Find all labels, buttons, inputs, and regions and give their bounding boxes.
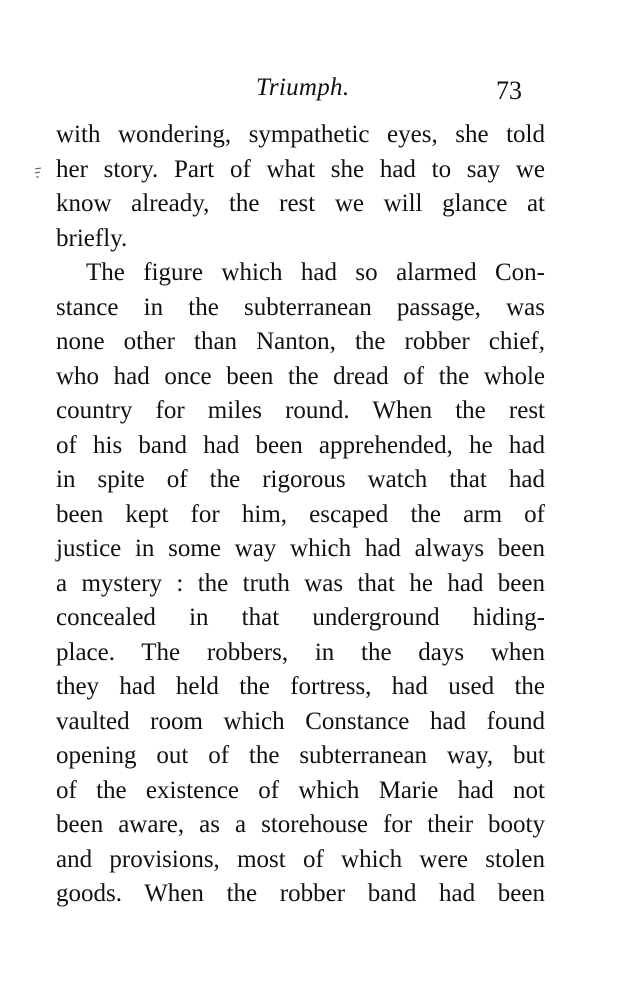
text-line: place. The robbers, in the days when: [56, 638, 545, 666]
text-line: and provisions, most of which were stolen: [56, 845, 545, 873]
text-line: none other than Nanton, the robber chief,: [56, 328, 545, 355]
body-text: [56, 118, 545, 912]
text-line: of the existence of which Marie had not: [56, 776, 545, 804]
running-head: [0, 74, 629, 110]
text-line: The figure which had so alarmed Con-: [86, 259, 545, 286]
text-line: concealed in that underground hiding-: [56, 604, 545, 631]
text-line: her story. Part of what she had to say we: [56, 155, 545, 183]
text-line: with wondering, sympathetic eyes, she told: [56, 121, 545, 148]
text-line: briefly.: [56, 224, 128, 252]
text-line: been kept for him, escaped the arm of: [56, 500, 545, 528]
text-line: a mystery : the truth was that he had been: [56, 569, 545, 597]
text-line: justice in some way which had always been: [56, 535, 545, 562]
text-line: they had held the fortress, had used the: [56, 673, 545, 700]
text-line: of his band had been apprehended, he had: [56, 431, 545, 459]
text-line: goods. When the robber band had been: [56, 880, 545, 907]
text-line: vaulted room which Constance had found: [56, 707, 545, 735]
text-line: country for miles round. When the rest: [56, 397, 545, 424]
text-line: stance in the subterranean passage, was: [56, 293, 545, 321]
text-line: been aware, as a storehouse for their booty: [56, 811, 545, 838]
margin-tick-mark: [34, 167, 42, 179]
page-number: 73: [496, 76, 522, 105]
text-line: opening out of the subterranean way, but: [56, 742, 545, 769]
running-head-title: Triumph.: [256, 74, 350, 101]
text-line: in spite of the rigorous watch that had: [56, 466, 545, 493]
text-line: who had once been the dread of the whole: [56, 362, 545, 390]
text-line: know already, the rest we will glance at: [56, 190, 545, 217]
